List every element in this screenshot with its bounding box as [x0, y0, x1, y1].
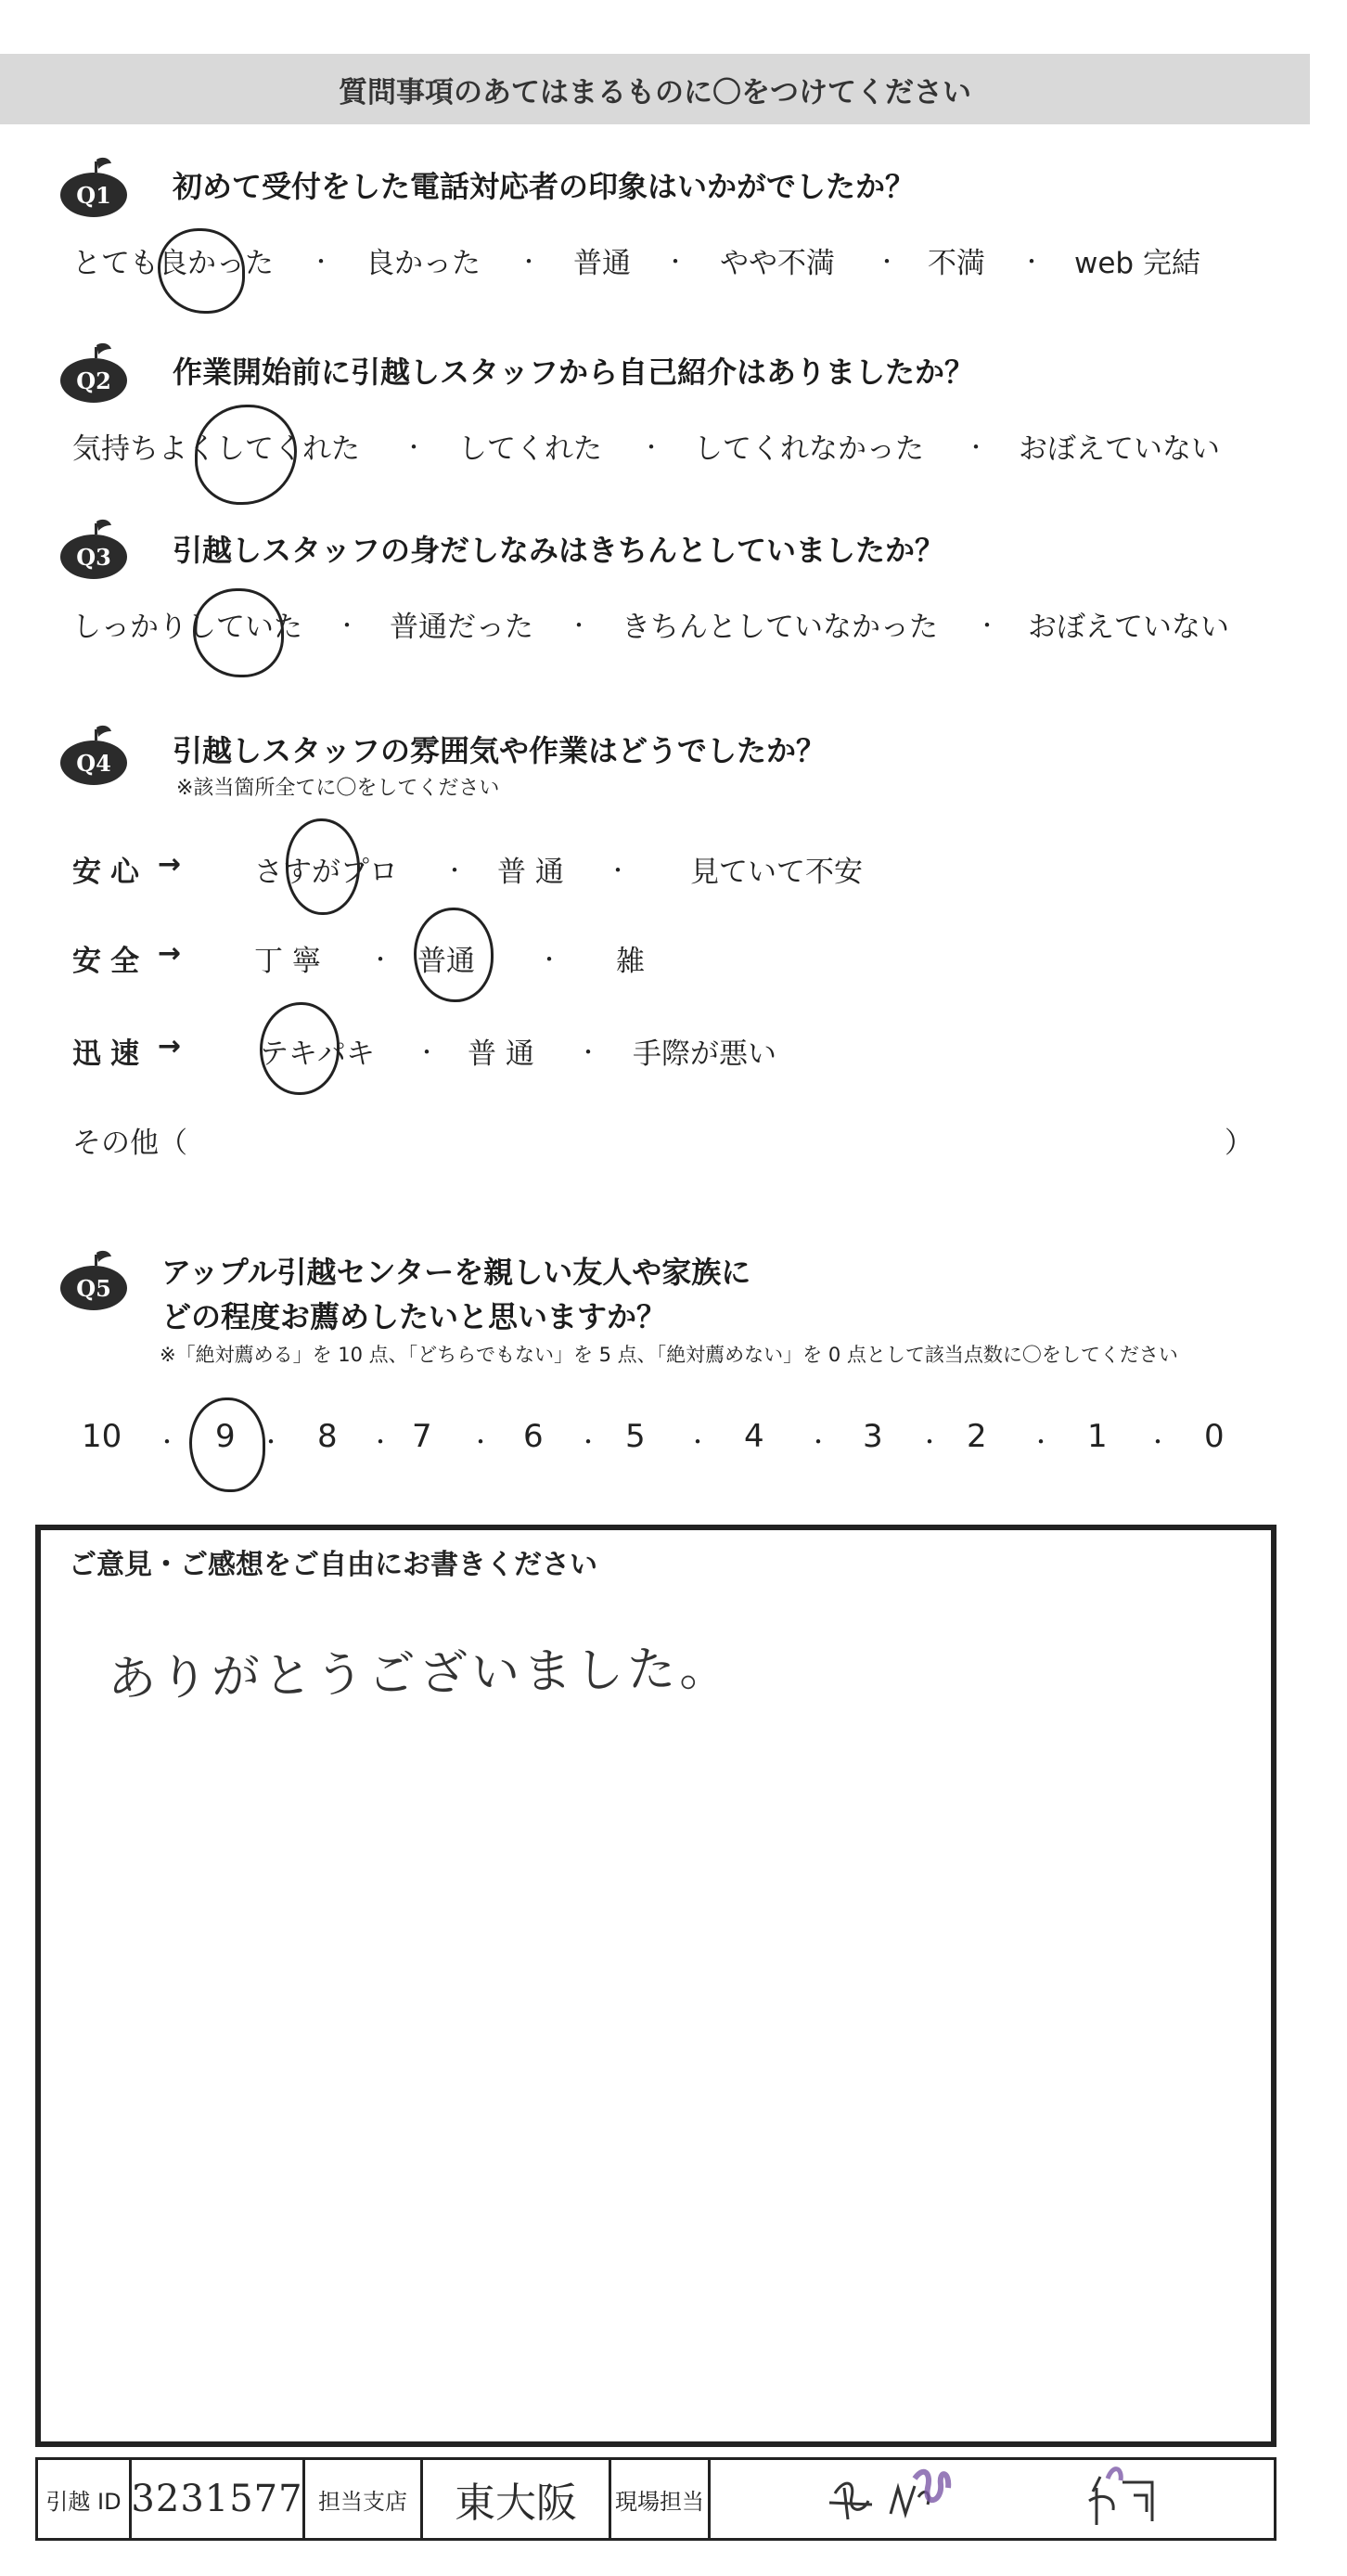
footer-staff-label-cell: [611, 2460, 711, 2538]
q1-option-web-complete[interactable]: web 完結: [1074, 247, 1200, 280]
q3-option-neat[interactable]: しっかりしていた: [72, 611, 302, 644]
q2-separator: ・: [965, 434, 987, 460]
q5-separator: ・: [577, 1429, 599, 1455]
q5-separator: ・: [807, 1429, 829, 1455]
q2-selection-circle: [195, 405, 297, 505]
q5-separator: ・: [1147, 1429, 1169, 1455]
q5-score-5[interactable]: 5: [625, 1418, 646, 1455]
q2-option-did[interactable]: してくれた: [458, 432, 602, 466]
q1-option-somewhat-dissatisfied[interactable]: やや不満: [720, 247, 835, 280]
q1-separator: ・: [310, 249, 332, 275]
staff-signature-scribble: [733, 2460, 1252, 2538]
q2-separator: ・: [640, 434, 662, 460]
arrow-right-icon: →: [158, 1030, 182, 1063]
q5-separator: ・: [469, 1429, 492, 1455]
q1-option-dissatisfied[interactable]: 不満: [928, 247, 985, 280]
q5-separator: ・: [156, 1429, 178, 1455]
q2-option-did-not[interactable]: してくれなかった: [694, 432, 924, 466]
q4-speed-option-normal[interactable]: 普 通: [468, 1037, 534, 1071]
q5-score-3[interactable]: 3: [863, 1418, 883, 1455]
q5-selection-circle: [189, 1397, 265, 1492]
footer-staff-value-cell: [711, 2460, 1274, 2538]
q5-score-2[interactable]: 2: [967, 1418, 987, 1455]
q4-speed-option-efficient[interactable]: テキパキ: [260, 1037, 375, 1071]
q1-separator: ・: [876, 249, 898, 275]
q1-separator: ・: [664, 249, 686, 275]
q4-row-label-speed: 迅速: [72, 1037, 148, 1071]
comment-handwritten-text: ありがとうございました。: [107, 1641, 732, 1707]
q5-score-6[interactable]: 6: [523, 1418, 544, 1455]
q2-badge-icon: [56, 341, 132, 406]
q1-selection-circle: [158, 228, 245, 314]
svg-text:Q5: Q5: [76, 1275, 111, 1302]
q3-separator: ・: [336, 612, 358, 638]
footer-id-value-cell: [132, 2460, 305, 2538]
q5-score-0[interactable]: 0: [1204, 1418, 1225, 1455]
q5-separator: ・: [260, 1429, 282, 1455]
q4-row-label-safety: 安全: [72, 945, 148, 978]
q3-question: 引越しスタッフの身だしなみはきちんとしていましたか？: [173, 533, 945, 568]
q3-badge-icon: [56, 518, 132, 583]
q4-safety-selection-circle: [414, 908, 494, 1002]
q4-speed-option-slow[interactable]: 手際が悪い: [633, 1037, 776, 1071]
q4-row-label-relief: 安心: [72, 856, 148, 889]
q1-option-normal[interactable]: 普通: [573, 247, 631, 280]
footer-branch-label: 担当支店: [318, 2488, 407, 2515]
comment-box[interactable]: [35, 1525, 1276, 2447]
q5-score-9[interactable]: 9: [215, 1418, 236, 1455]
footer-branch-label-cell: [305, 2460, 423, 2538]
footer-branch-value: 東大阪: [455, 2479, 577, 2527]
q5-badge-icon: [56, 1249, 132, 1314]
q4-speed-selection-circle: [260, 1002, 340, 1095]
q1-badge-icon: [56, 156, 132, 221]
q4-safety-option-normal[interactable]: 普通: [417, 945, 475, 978]
svg-text:Q4: Q4: [76, 750, 111, 777]
q2-question: 作業開始前に引越しスタッフから自己紹介はありましたか？: [173, 354, 975, 390]
q5-separator: ・: [686, 1429, 709, 1455]
q3-option-normal[interactable]: 普通だった: [390, 611, 533, 644]
q5-separator: ・: [918, 1429, 941, 1455]
q4-separator: ・: [538, 947, 560, 972]
q1-separator: ・: [518, 249, 540, 275]
q4-relief-option-pro[interactable]: さすがプロ: [254, 856, 398, 889]
q3-option-not-neat[interactable]: きちんとしていなかった: [622, 611, 938, 644]
footer-id-label: 引越 ID: [45, 2488, 122, 2515]
q5-separator: ・: [369, 1429, 391, 1455]
q4-other-input[interactable]: [210, 1114, 1212, 1156]
svg-text:Q1: Q1: [76, 182, 111, 209]
q4-separator: ・: [369, 947, 391, 972]
q5-score-1[interactable]: 1: [1087, 1418, 1108, 1455]
form-header: 質問事項のあてはまるものに〇をつけてください: [0, 54, 1310, 124]
q5-question-line1: アップル引越センターを親しい友人や家族に: [161, 1255, 751, 1290]
arrow-right-icon: →: [158, 937, 182, 970]
q4-safety-option-polite[interactable]: 丁 寧: [254, 945, 321, 978]
footer-table: [35, 2457, 1276, 2541]
q4-note: ※該当箇所全てに〇をしてください: [176, 777, 500, 800]
q4-relief-selection-circle: [286, 818, 360, 915]
footer-id-label-cell: [38, 2460, 132, 2538]
q5-score-10[interactable]: 10: [82, 1418, 122, 1455]
q3-selection-circle: [193, 588, 284, 677]
footer-id-value: 3231577: [131, 2478, 303, 2520]
q5-question-line2: どの程度お薦めしたいと思いますか？: [161, 1299, 667, 1334]
svg-text:Q2: Q2: [76, 367, 111, 394]
q4-separator: ・: [443, 857, 466, 883]
q4-separator: ・: [416, 1039, 438, 1065]
q4-other-label: その他（: [72, 1127, 187, 1160]
comment-title: ご意見・ご感想をご自由にお書きください: [69, 1549, 597, 1581]
q5-score-7[interactable]: 7: [412, 1418, 432, 1455]
q5-score-4[interactable]: 4: [744, 1418, 764, 1455]
q3-separator: ・: [568, 612, 590, 638]
q4-relief-option-normal[interactable]: 普 通: [497, 856, 564, 889]
q1-separator: ・: [1020, 249, 1043, 275]
q4-separator: ・: [577, 1039, 599, 1065]
q4-safety-option-rough[interactable]: 雑: [616, 945, 645, 978]
q1-question: 初めて受付をした電話対応者の印象はいかがでしたか？: [173, 169, 916, 204]
svg-text:Q3: Q3: [76, 544, 111, 571]
q3-separator: ・: [976, 612, 998, 638]
q2-option-dont-remember[interactable]: おぼえていない: [1019, 432, 1220, 466]
q3-option-dont-remember[interactable]: おぼえていない: [1028, 611, 1229, 644]
q2-separator: ・: [403, 434, 425, 460]
q2-option-pleasantly-did[interactable]: 気持ちよくしてくれた: [72, 432, 360, 466]
q4-question: 引越しスタッフの雰囲気や作業はどうでしたか？: [173, 733, 827, 768]
footer-staff-label: 現場担当: [615, 2488, 704, 2515]
q4-separator: ・: [607, 857, 629, 883]
q4-relief-option-anxious[interactable]: 見ていて不安: [690, 856, 863, 889]
q5-note: ※「絶対薦める」を 10 点、「どちらでもない」を 5 点、「絶対薦めない」を 0 点として該当点数に〇をしてください: [160, 1344, 1178, 1366]
q4-other-close: ）: [1225, 1127, 1253, 1160]
q5-score-8[interactable]: 8: [317, 1418, 338, 1455]
q5-separator: ・: [1030, 1429, 1052, 1455]
arrow-right-icon: →: [158, 848, 182, 881]
q1-option-very-good[interactable]: とても良かった: [72, 247, 274, 280]
footer-branch-value-cell: [423, 2460, 611, 2538]
q1-option-good[interactable]: 良かった: [366, 247, 481, 280]
q4-badge-icon: [56, 724, 132, 789]
